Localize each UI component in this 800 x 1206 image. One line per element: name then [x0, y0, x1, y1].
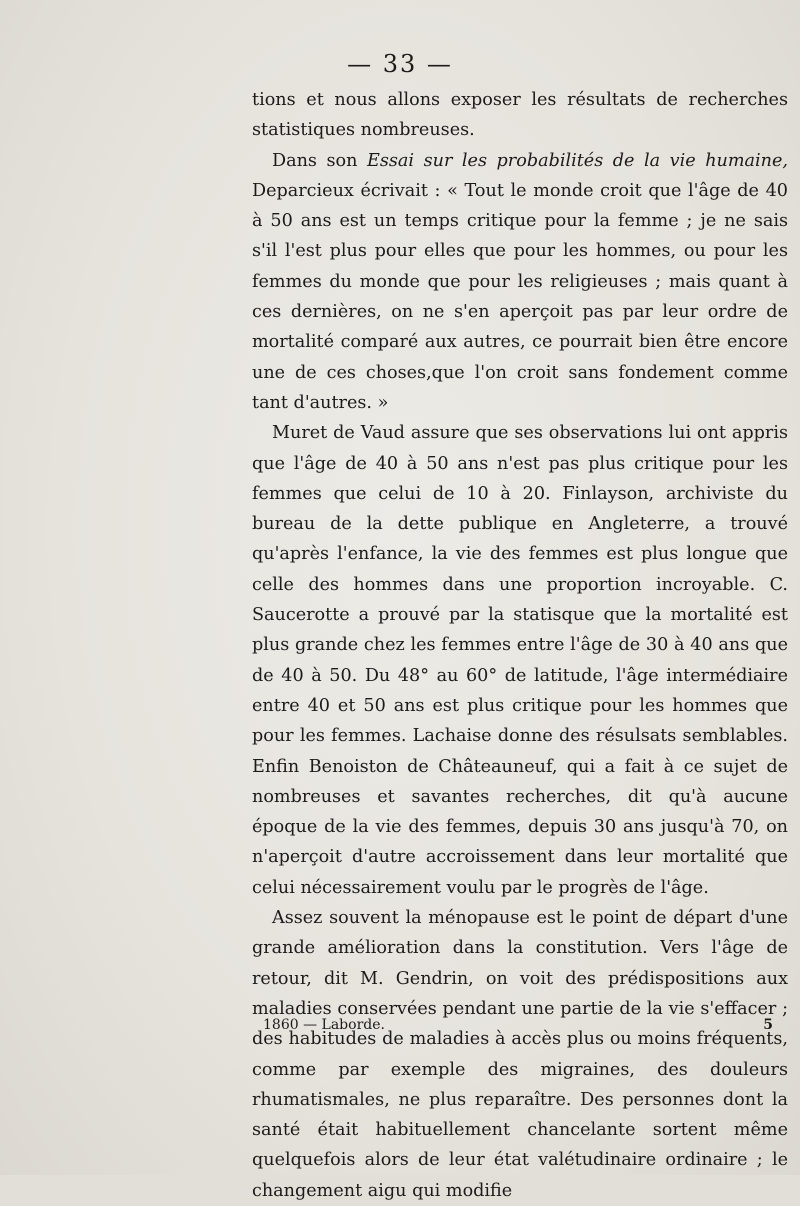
paragraph-2-rest: Deparcieux écrivait : « Tout le monde croit que l'âge de 40 à 50 ans est un temps critique pour la femme ; je ne sais s'il l'est plus pour elles que pour les hommes, ou pour les femmes du monde que pour les religieuses ; mais quant à ces dernières, on ne s'en aperçoit pas par leur ordre de mortalité comparé aux autres, ce pourrait bien être encore une de ces choses,que l'on croit sans fondement comme tant d'autres. »: [252, 180, 788, 413]
signature-mark: 1860 — Laborde.: [263, 1017, 385, 1033]
paragraph-3: Muret de Vaud assure que ses observations lui ont appris que l'âge de 40 à 50 ans n'est pas plus critique pour les femmes que celui de 10 à 20. Finlayson, archiviste du bureau de la dette publique en Angleterre, a trouvé qu'après l'enfance, la vie des femmes est plus longue que celle des hommes dans une proportion incroyable. C. Saucerotte a prouvé par la statisque que la mortalité est plus grande chez les femmes entre l'âge de 30 à 40 ans que de 40 à 50. Du 48° au 60° de latitude, l'âge intermédiaire entre 40 et 50 ans est plus critique pour les hommes que pour les femmes. Lachaise donne des résulsats semblables. Enfin Benoiston de Châteauneuf, qui a fait à ce sujet de nombreuses et savantes recherches, dit qu'à aucune époque de la vie des femmes, depuis 30 ans jusqu'à 70, on n'aperçoit d'autre accroissement dans leur mortalité que celui nécessairement voulu par le progrès de l'âge.: [252, 423, 788, 898]
paragraph-2: [252, 146, 788, 419]
paragraph-4: Assez souvent la ménopause est le point de départ d'une grande amélioration dans la constitution. Vers l'âge de retour, dit M. Gendrin, on voit des prédispositions aux maladies conservées pendant une partie de la vie s'effacer ; des habitudes de maladies à accès plus ou moins fréquents, comme par exemple des migraines, des douleurs rhumatismales, ne plus reparaître. Des personnes dont la santé était habituellement chancelante sortent même quelquefois alors de leur état valétudinaire ordinaire ; le changement aigu qui modifie: [252, 908, 788, 1201]
page-number: — 33 —: [347, 50, 453, 78]
paragraph-2-start: Dans son: [272, 150, 368, 171]
paragraph-1: tions et nous allons exposer les résultats de recherches statistiques nombreuses.: [252, 90, 788, 141]
signature-number: 5: [763, 1017, 773, 1033]
book-title: Essai sur les probabilités de la vie humaine,: [367, 150, 789, 171]
body-text: [252, 85, 788, 1206]
